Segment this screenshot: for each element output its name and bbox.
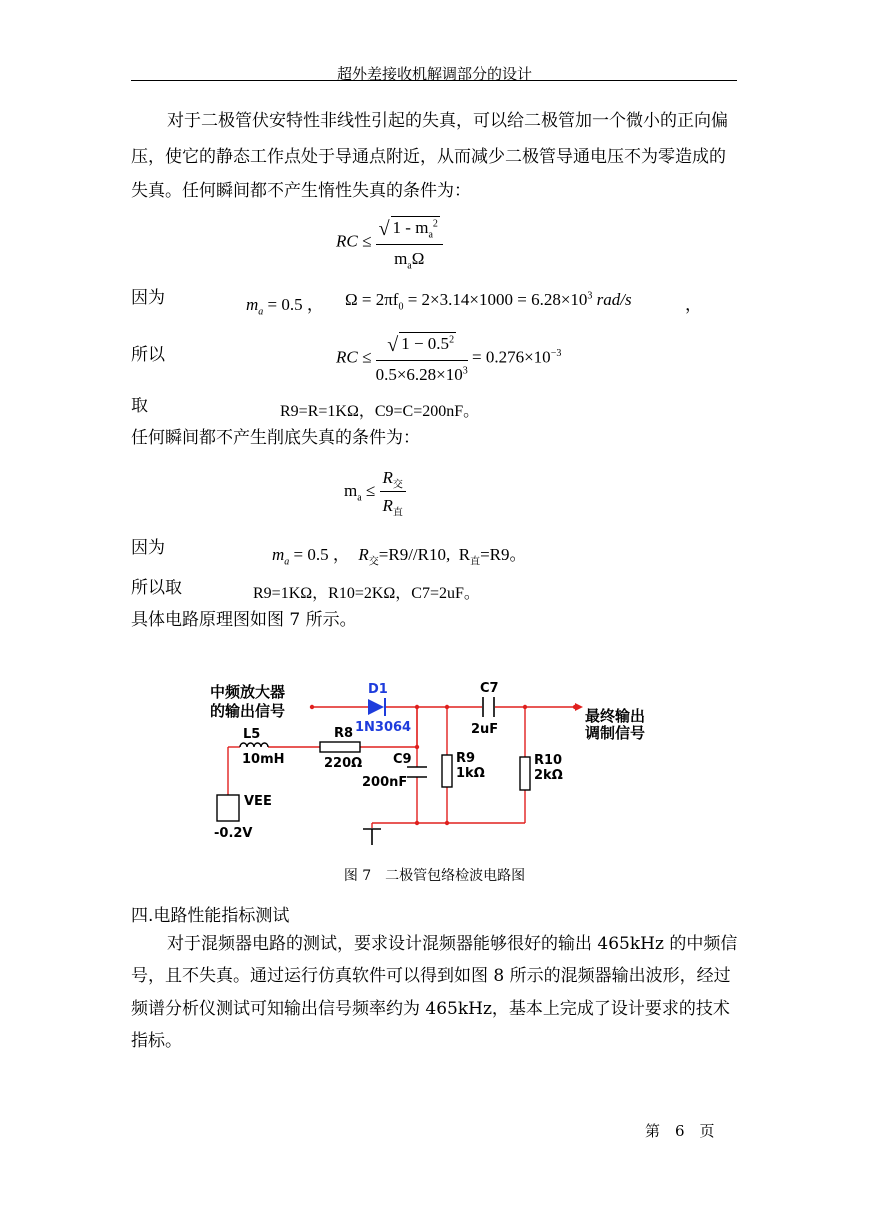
take-2-value: R9=1KΩ，R10=2KΩ，C7=2uF。 (253, 585, 480, 602)
output-label-1: 最终输出 (585, 707, 646, 725)
section-4-line-2: 号，且不失真。通过运行仿真软件可以得到如图 8 所示的混频器输出波形，经过 (131, 966, 731, 986)
running-header: 超外差接收机解调部分的设计 (336, 65, 532, 83)
because-1-ma: $m_a = 0.5$ ， (246, 295, 324, 318)
formula-rc-result: RC ≤ $\frac{√ 1 - 0.5^2}{0.5\times 6.28\times 10^3}$ = $0.276\times 10^{-3}$ (336, 334, 562, 384)
c9-name: C9 (393, 752, 412, 767)
vee-source-icon (217, 795, 239, 821)
d1-part: 1N3064 (355, 720, 412, 735)
ground-icon (363, 829, 381, 845)
intro-line-1: 对于二极管伏安特性非线性引起的失真，可以给二极管加一个微小的正向偏 (167, 111, 728, 131)
clipping-condition: 任何瞬间都不产生削底失真的条件为： (131, 428, 420, 448)
diode-d1 (355, 682, 411, 735)
inductor-l5 (240, 743, 268, 747)
therefore-1-label: 所以 (131, 345, 165, 365)
section-4-line-4: 指标。 (131, 1031, 182, 1051)
vee-value: -0.2V (214, 826, 253, 841)
c7-name: C7 (480, 681, 499, 696)
resistor-r8 (320, 742, 360, 752)
schematic-reference: 具体电路原理图如图 7 所示。 (131, 610, 357, 630)
c7-value: 2uF (471, 722, 499, 737)
r9-name: R9 (456, 751, 476, 766)
section-4-line-3: 频谱分析仪测试可知输出信号频率约为 465kHz，基本上完成了设计要求的技术 (131, 999, 730, 1019)
capacitor-c9 (407, 767, 427, 777)
take-1-label: 取 (131, 396, 148, 416)
formula-inertia-distortion: RC ≤ $\frac{√ 1 - m_a^2}{m_a\Omega}$ (336, 216, 443, 269)
detector-circuit-diagram (200, 675, 670, 855)
header-rule (131, 80, 737, 81)
input-label-1: 中频放大器 (210, 683, 286, 701)
r10-name: R10 (534, 753, 563, 768)
intro-line-2: 压，使它的静态工作点处于导通点附近，从而减少二极管导通电压不为零造成的 (131, 147, 726, 167)
output-arrow (575, 703, 583, 711)
formula1-lhs: RC ≤ (336, 231, 372, 251)
r8-name: R8 (334, 726, 354, 741)
formula1-num: 1 - m (392, 218, 429, 237)
resistor-r10 (520, 757, 530, 790)
resistor-r9 (442, 755, 452, 787)
because-1-omega: $\Omega = 2\pi f_0 = 2\times 3.14\times 1000 = 6.28\times 10^3$ rad/s (345, 290, 632, 313)
r9-value: 1kΩ (456, 766, 485, 781)
input-label-2: 的输出信号 (210, 702, 286, 720)
because-1-tail: ， (685, 295, 702, 314)
r8-value: 220Ω (324, 756, 363, 771)
formula-clipping: $m_a$ ≤ $\frac{R_交}{R_直}$ (344, 468, 406, 516)
l5-value: 10mH (242, 752, 285, 767)
take-1-value: R9=R=1KΩ，C9=C=200nF。 (280, 403, 480, 420)
formula1-den: m (394, 249, 408, 268)
c9-value: 200nF (362, 775, 408, 790)
because-2-values: $m_a = 0.5$ ， $R_交=R9//R10$, $R_直=R9$。 (272, 545, 527, 568)
page-number: 第 6 页 (645, 1122, 715, 1140)
capacitor-c7 (483, 697, 494, 717)
r10-value: 2kΩ (534, 768, 563, 783)
take-2-label: 所以取 (131, 578, 182, 598)
intro-line-3: 失真。任何瞬间都不产生惰性失真的条件为： (131, 181, 471, 201)
section-4-line-1: 对于混频器电路的测试，要求设计混频器能够很好的输出 465kHz 的中频信 (167, 934, 738, 954)
because-2-label: 因为 (131, 538, 165, 558)
vee-name: VEE (244, 794, 272, 809)
because-1-label: 因为 (131, 288, 165, 308)
section-4-title: 四.电路性能指标测试 (131, 906, 290, 926)
d1-name: D1 (368, 682, 388, 697)
figure-caption: 图 7 二极管包络检波电路图 (343, 868, 526, 884)
l5-name: L5 (243, 727, 261, 742)
output-label-2: 调制信号 (585, 724, 646, 742)
